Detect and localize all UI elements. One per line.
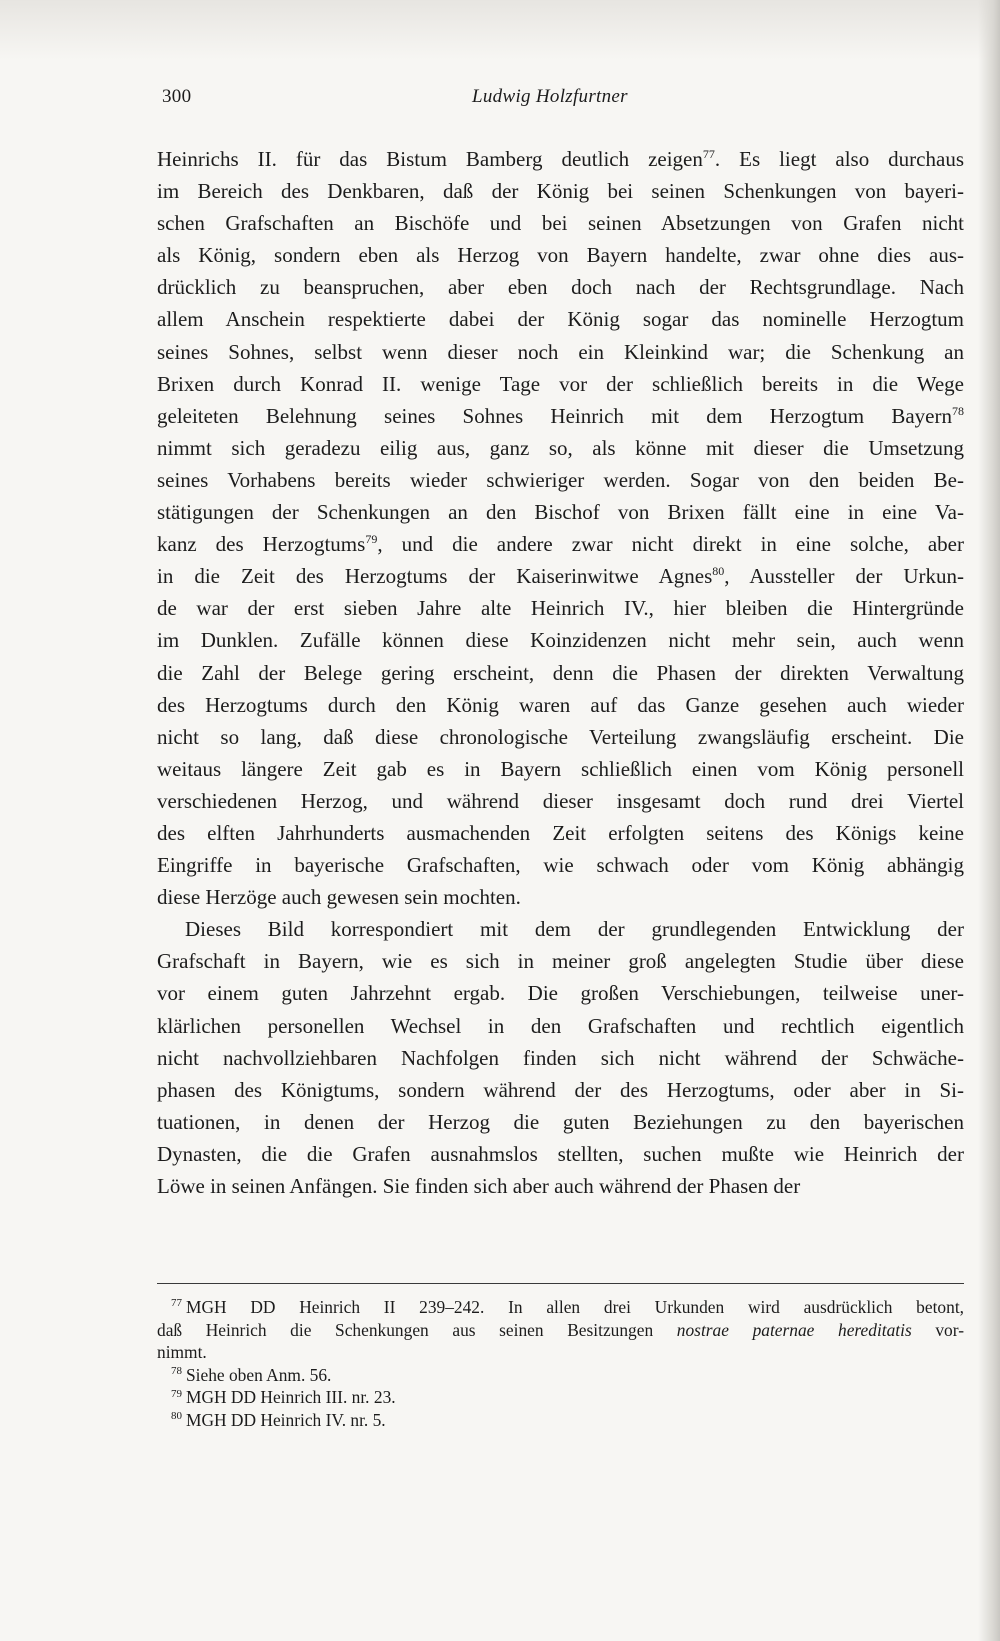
text-line: geleiteten Belehnung seines Sohnes Heinrich mit dem Herzogtum Bayern$^{78}$ bbox=[157, 403, 964, 428]
text-line: seines Vorhabens bereits wieder schwieriger werden. Sogar von den beiden Be- bbox=[157, 467, 964, 492]
text-line: tuationen, in denen der Herzog die guten Beziehungen zu den bayerischen bbox=[157, 1109, 964, 1134]
footnote-separator bbox=[157, 1283, 964, 1284]
text-line: nicht so lang, daß diese chronologische Verteilung zwangsläufig erscheint. Die bbox=[157, 724, 964, 749]
text-line: Heinrichs II. für das Bistum Bamberg deutlich zeigen$^{77}$. Es liegt also durchaus bbox=[157, 147, 964, 171]
text-line: Eingriffe in bayerische Grafschaften, wie schwach oder vom König abhängig bbox=[157, 853, 964, 878]
text-line: vor einem guten Jahrzehnt ergab. Die großen Verschiebungen, teilweise uner- bbox=[157, 981, 964, 1006]
text-line: nimmt sich geradezu eilig aus, ganz so, als könne mit dieser die Umsetzung bbox=[157, 435, 964, 460]
text-line: als König, sondern eben als Herzog von Bayern handelte, zwar ohne dies aus- bbox=[157, 243, 964, 268]
text-line: weitaus längere Zeit gab es in Bayern schließlich einen vom König personell bbox=[157, 756, 964, 781]
text-line: stätigungen der Schenkungen an den Bischof von Brixen fällt eine in eine Va- bbox=[157, 500, 964, 525]
text-line: de war der erst sieben Jahre alte Heinrich IV., hier bleiben die Hintergründe bbox=[157, 596, 964, 621]
footnote-number: 79 bbox=[171, 1387, 182, 1400]
text-line: verschiedenen Herzog, und während dieser insgesamt doch rund drei Viertel bbox=[157, 788, 964, 813]
running-head: Ludwig Holzfurtner bbox=[472, 86, 628, 107]
text-line: seines Sohnes, selbst wenn dieser noch ein Kleinkind war; die Schenkung an bbox=[157, 339, 964, 364]
main-text bbox=[157, 143, 964, 1202]
text-line: Dynasten, die die Grafen ausnahmslos stellten, suchen mußte wie Heinrich der bbox=[157, 1141, 964, 1166]
text-line: phasen des Königtums, sondern während der des Herzogtums, oder aber in Si- bbox=[157, 1077, 964, 1102]
paragraph bbox=[157, 143, 964, 913]
footnote bbox=[157, 1296, 964, 1364]
text-line: Grafschaft in Bayern, wie es sich in meiner groß angelegten Studie über diese bbox=[157, 949, 964, 974]
footnotes bbox=[157, 1296, 964, 1432]
footnote bbox=[157, 1386, 964, 1409]
footnote-number: 80 bbox=[171, 1410, 182, 1423]
text-line: drücklich zu beanspruchen, aber eben doch nach der Rechtsgrundlage. Nach bbox=[157, 275, 964, 300]
footnote-reference[interactable]: 79 bbox=[365, 532, 378, 547]
footnote bbox=[157, 1409, 964, 1432]
page-number: 300 bbox=[162, 86, 192, 107]
text-line: Löwe in seinen Anfängen. Sie finden sich aber auch während der Phasen der bbox=[157, 1174, 801, 1198]
footnote-line: nimmt. bbox=[157, 1342, 207, 1363]
footnote-number: 78 bbox=[171, 1364, 182, 1377]
text-line: des Herzogtums durch den König waren auf das Ganze gesehen auch wieder bbox=[157, 692, 964, 717]
text-line: des elften Jahrhunderts ausmachenden Zeit erfolgten seitens des Königs keine bbox=[157, 820, 964, 845]
text-line: die Zahl der Belege gering erscheint, denn die Phasen der direkten Verwaltung bbox=[157, 660, 964, 685]
text-line: nicht nachvollziehbaren Nachfolgen finden sich nicht während der Schwäche- bbox=[157, 1045, 964, 1070]
text-line: im Bereich des Denkbaren, daß der König bei seinen Schenkungen von bayeri- bbox=[157, 179, 964, 204]
footnote-reference[interactable]: 77 bbox=[702, 147, 715, 161]
paragraph bbox=[157, 913, 964, 1202]
footnote-line: $^{80}$ MGH DD Heinrich IV. nr. 5. bbox=[171, 1409, 386, 1430]
text-line: in die Zeit des Herzogtums der Kaiserinwitwe Agnes$^{80}$, Aussteller der Urkun- bbox=[157, 564, 964, 589]
text-line: im Dunklen. Zufälle können diese Koinzidenzen nicht mehr sein, auch wenn bbox=[157, 628, 964, 653]
scan-gutter-shadow bbox=[978, 0, 1000, 1641]
text-line: Brixen durch Konrad II. wenige Tage vor der schließlich bereits in die Wege bbox=[157, 371, 964, 396]
scan-top-shadow bbox=[0, 0, 1000, 60]
text-line: Dieses Bild korrespondiert mit dem der grundlegenden Entwicklung der bbox=[185, 917, 964, 942]
footnote bbox=[157, 1364, 964, 1387]
footnote-line: $^{78}$ Siehe oben Anm. 56. bbox=[171, 1364, 332, 1385]
footnote-reference[interactable]: 80 bbox=[712, 564, 725, 579]
footnote-line: daß Heinrich die Schenkungen aus seinen Besitzungen nostrae paternae hereditatis vor- bbox=[157, 1319, 964, 1340]
italic-phrase: nostrae paternae hereditatis bbox=[676, 1319, 912, 1340]
text-line: allem Anschein respektierte dabei der König sogar das nominelle Herzogtum bbox=[157, 307, 964, 332]
text-line: klärlichen personellen Wechsel in den Grafschaften und rechtlich eigentlich bbox=[157, 1013, 964, 1038]
text-line: kanz des Herzogtums$^{79}$, und die andere zwar nicht direkt in eine solche, aber bbox=[157, 532, 965, 557]
footnote-line: $^{77}$ MGH DD Heinrich II 239–242. In allen drei Urkunden wird ausdrücklich betont, bbox=[171, 1297, 964, 1317]
text-line: schen Grafschaften an Bischöfe und bei seinen Absetzungen von Grafen nicht bbox=[157, 211, 964, 236]
footnote-line: $^{79}$ MGH DD Heinrich III. nr. 23. bbox=[171, 1387, 396, 1408]
text-line: diese Herzöge auch gewesen sein mochten. bbox=[157, 885, 521, 910]
footnote-number: 77 bbox=[171, 1297, 182, 1310]
page-header bbox=[162, 86, 658, 112]
footnote-reference[interactable]: 78 bbox=[952, 403, 964, 418]
